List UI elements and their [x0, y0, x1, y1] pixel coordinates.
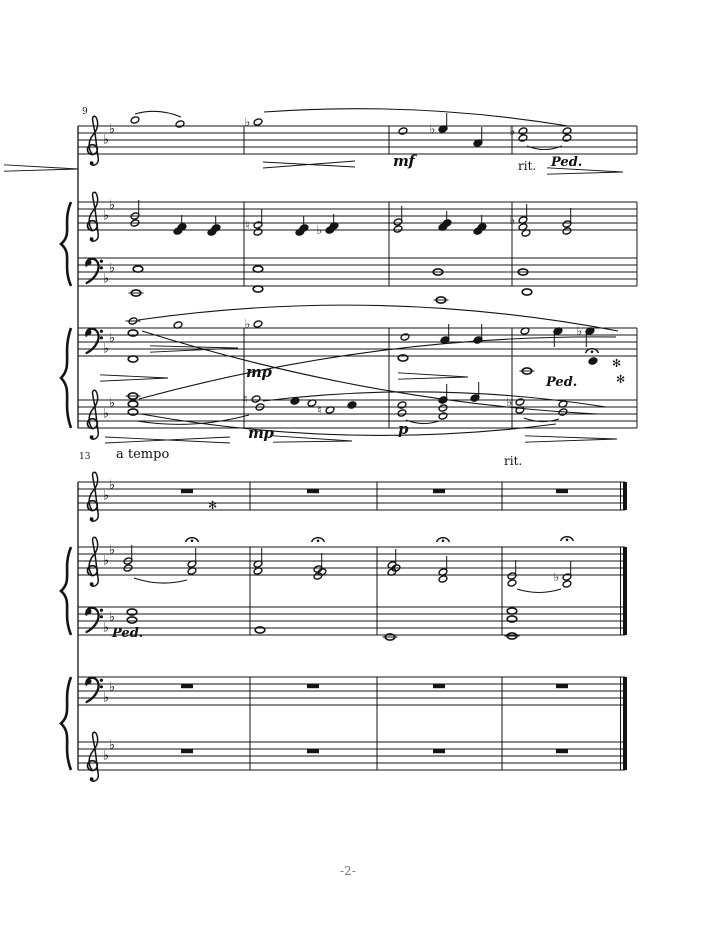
treble-clef-icon: [88, 537, 99, 586]
whole-note: [128, 356, 138, 362]
whole-rest: [433, 489, 445, 493]
pedal-down-3: Ped.: [112, 626, 144, 641]
tempo-a-tempo: a tempo: [116, 447, 170, 462]
half-note: [175, 120, 185, 128]
half-note: [438, 404, 448, 412]
half-note: [397, 401, 407, 409]
half-note: [507, 579, 517, 587]
hairpin-line: [4, 169, 78, 171]
whole-note: [253, 286, 263, 292]
slur: [138, 305, 618, 331]
slur: [141, 414, 556, 435]
measure-number-13: 13: [79, 452, 91, 462]
treble-clef-icon: [88, 732, 99, 781]
grand-staff-brace: [61, 202, 71, 286]
pedal-down-2: Ped.: [546, 375, 578, 390]
accidental-flat: ♭: [506, 394, 513, 409]
rit-2: rit.: [504, 454, 523, 468]
slur: [139, 337, 616, 399]
rit-1: rit.: [518, 159, 537, 173]
half-note: [253, 320, 263, 328]
accidental-flat: ♭: [509, 123, 516, 138]
flat-sign: ♭: [102, 690, 110, 706]
flat-sign: ♭: [108, 396, 116, 411]
half-note: [438, 575, 448, 583]
whole-note: [507, 608, 517, 614]
hairpin-line: [525, 439, 617, 442]
treble-clef-icon: [88, 472, 99, 521]
flat-sign: ♭: [108, 122, 116, 137]
flat-sign: ♭: [108, 261, 116, 276]
pedal-up-symbol-1: ✻: [612, 357, 622, 370]
fermata-dot: [591, 351, 594, 354]
flat-sign: ♭: [102, 748, 110, 764]
pedal-up-symbol-2: ✻: [616, 373, 626, 386]
quarter-note: [299, 224, 309, 232]
quarter-note: [347, 401, 357, 409]
hairpin-line: [100, 375, 168, 378]
flat-sign: ♭: [102, 208, 110, 224]
grand-staff-brace: [61, 547, 71, 635]
half-note: [130, 116, 140, 124]
accidental-flat: ♭: [553, 569, 560, 584]
whole-rest: [181, 489, 193, 493]
flat-sign: ♭: [108, 610, 116, 625]
accidental-flat: ♭: [576, 323, 583, 338]
whole-note: [522, 289, 532, 295]
accidental-flat: ♭: [244, 114, 251, 129]
treble-clef-icon: [88, 116, 99, 165]
half-note: [251, 395, 261, 403]
whole-note: [128, 401, 138, 407]
whole-rest: [307, 489, 319, 493]
half-note: [562, 580, 572, 588]
grand-staff-brace: [61, 328, 71, 428]
hairpin-line: [398, 373, 468, 377]
quarter-note: [211, 224, 221, 232]
flat-sign: ♭: [108, 478, 116, 493]
final-barline-thick: [623, 482, 627, 510]
final-barline-thick: [623, 547, 627, 635]
hairpin-line: [273, 441, 352, 442]
slur: [142, 331, 598, 414]
whole-rest: [433, 749, 445, 753]
whole-rest: [556, 684, 568, 688]
flat-sign: ♭: [102, 271, 110, 287]
slur: [517, 589, 561, 593]
half-note: [518, 127, 528, 135]
whole-rest: [556, 489, 568, 493]
whole-rest: [307, 749, 319, 753]
hairpin-line: [525, 436, 617, 439]
half-note: [438, 412, 448, 420]
half-note: [562, 127, 572, 135]
accidental-natural: ♮: [245, 217, 250, 232]
dynamic-mf: mf: [393, 152, 415, 170]
hairpin-line: [398, 377, 468, 379]
accidental-flat: ♭: [509, 212, 516, 227]
whole-rest: [433, 684, 445, 688]
dynamic-p: p: [398, 420, 408, 438]
flat-sign: ♭: [108, 680, 116, 695]
dynamic-mp-2: mp: [248, 424, 274, 442]
measure-number-9: 9: [82, 107, 88, 117]
treble-clef-icon: [88, 192, 99, 241]
half-note: [562, 227, 572, 235]
flat-sign: ♭: [108, 543, 116, 558]
slur: [135, 111, 181, 117]
half-note: [393, 225, 403, 233]
flat-sign: ♭: [108, 738, 116, 753]
accidental-flat: ♭: [429, 121, 436, 136]
slur: [264, 109, 568, 126]
half-note: [518, 134, 528, 142]
accidental-flat: ♭: [316, 222, 323, 237]
whole-note: [253, 266, 263, 272]
quarter-note: [588, 357, 598, 365]
treble-clef-icon: [88, 390, 99, 439]
whole-rest: [181, 749, 193, 753]
accidental-flat: ♭: [244, 316, 251, 331]
flat-sign: ♭: [102, 132, 110, 148]
hairpin-line: [547, 172, 623, 174]
pedal-up-symbol-3: ✻: [208, 499, 218, 512]
page-number: -2-: [340, 864, 356, 878]
hairpin-line: [273, 436, 352, 441]
hairpin-line: [100, 378, 168, 381]
flat-sign: ♭: [108, 198, 116, 213]
pedal-down-1: Ped.: [551, 155, 583, 170]
whole-note: [133, 266, 143, 272]
half-note: [515, 398, 525, 406]
half-note: [397, 409, 407, 417]
flat-sign: ♭: [102, 488, 110, 504]
hairpin-line: [4, 165, 78, 169]
whole-rest: [181, 684, 193, 688]
whole-rest: [307, 684, 319, 688]
half-note: [398, 127, 408, 135]
slur: [134, 578, 187, 583]
hairpin-line: [263, 161, 355, 168]
dynamic-mp-1: mp: [246, 363, 272, 381]
half-note: [562, 134, 572, 142]
flat-sign: ♭: [102, 620, 110, 636]
quarter-note: [442, 219, 452, 227]
fermata-dot: [191, 540, 194, 543]
flat-sign: ♭: [102, 553, 110, 569]
fermata-dot: [442, 540, 445, 543]
final-barline-thick: [623, 677, 627, 770]
flat-sign: ♭: [102, 341, 110, 357]
half-note: [253, 228, 263, 236]
fermata-dot: [317, 540, 320, 543]
whole-note: [127, 617, 137, 623]
half-note: [400, 333, 410, 341]
flat-sign: ♭: [108, 331, 116, 346]
grand-staff-brace: [61, 677, 71, 770]
fermata-dot: [566, 539, 569, 542]
flat-sign: ♭: [102, 406, 110, 422]
accidental-natural: ♮: [243, 391, 248, 406]
whole-rest: [556, 749, 568, 753]
half-note: [253, 118, 263, 126]
accidental-natural: ♮: [317, 402, 322, 417]
